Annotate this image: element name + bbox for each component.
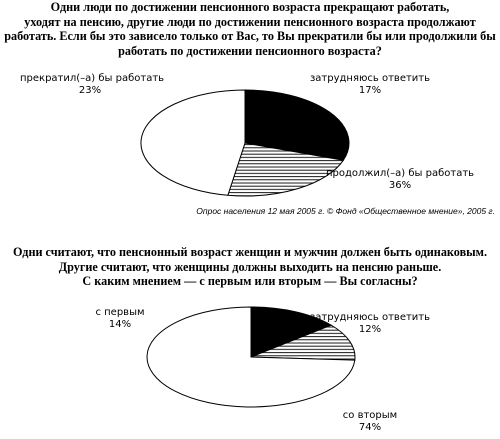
slice-label: со вторым	[342, 410, 398, 421]
chart1-label-unsure	[300, 73, 440, 97]
chart1-label-continue	[325, 168, 475, 192]
slice-label: затрудняюсь ответить	[309, 312, 431, 323]
slice-value: 23%	[78, 85, 102, 96]
question-2-title: Одни считают, что пенсионный возраст женщин и мужчин должен быть одинаковым. Другие считают, что женщины должны выходить на пенсию раньше. С каким мнением — с первым или вторым — Вы согласны?	[12, 245, 488, 288]
question-1-title: Одни люди по достижении пенсионного возраста прекращают работать, уходят на пенсию, другие люди по достижении пенсионного возраста продолжают работать. Если бы это зависело только от Вас, то Вы прекратили бы или продолжили бы работать по достижении пенсионного возраста?	[4, 0, 496, 58]
pie-chart-1	[141, 90, 349, 196]
slice-value: 74%	[358, 422, 382, 433]
slice-value: 12%	[358, 324, 382, 335]
slice-value: 36%	[388, 180, 412, 191]
chart2-label-unsure	[300, 312, 440, 336]
chart2-label-second	[325, 410, 415, 434]
slice-value: 14%	[108, 319, 132, 330]
slice-label: с первым	[95, 307, 145, 318]
slice-value: 17%	[358, 85, 382, 96]
chart1-label-stop	[20, 73, 165, 97]
slice-label: продолжил(–а) бы работать	[325, 168, 475, 179]
pie-slice-continue-working	[141, 90, 245, 195]
source-note: Опрос населения 12 мая 2005 г. © Фонд «Общественное мнение», 2005 г.	[196, 206, 495, 216]
chart2-label-first	[85, 307, 155, 331]
slice-label: затрудняюсь ответить	[309, 73, 431, 84]
slice-label: прекратил(–а) бы работать	[20, 73, 165, 84]
